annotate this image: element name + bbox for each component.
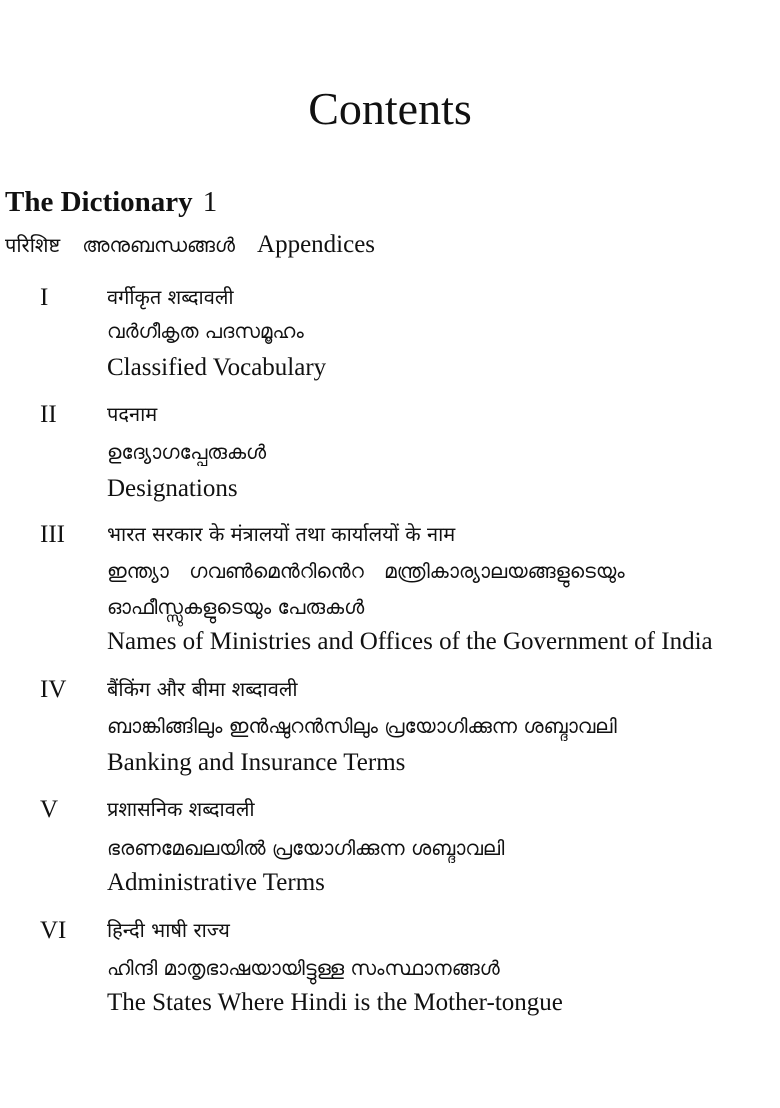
entry-hindi: प्रशासनिक शब्दावली: [107, 797, 255, 821]
entry-english[interactable]: Classified Vocabulary: [107, 354, 327, 381]
entry-numeral: II: [40, 401, 57, 428]
entry-malayalam: ഇന്ത്യാ ഗവൺമെൻറിൻെറ മന്ത്രികാര്യാലയങ്ങളുടെയും: [107, 559, 625, 583]
entry-malayalam: വർഗീകൃത പദസമൂഹം: [107, 319, 304, 343]
entry-malayalam: ഓഫീസ്സുകളുടെയും പേരുകൾ: [107, 595, 365, 619]
entry-malayalam: ബാങ്കിങ്ങിലും ഇൻഷുറൻസിലും പ്രയോഗിക്കുന്ന ശബ്ദാവലി: [107, 714, 617, 738]
entry-numeral: I: [40, 284, 49, 311]
entry-numeral: IV: [40, 676, 67, 703]
appendices-english: Appendices: [257, 231, 376, 258]
entry-hindi: पदनाम: [107, 402, 158, 426]
entry-english[interactable]: Names of Ministries and Offices of the Government of India: [107, 628, 713, 655]
page-title: Contents: [308, 83, 472, 134]
appendices-hindi: परिशिष्ट: [5, 233, 61, 257]
entry-numeral: V: [40, 796, 59, 823]
entry-english[interactable]: Banking and Insurance Terms: [107, 749, 406, 776]
entry-malayalam: ഹിന്ദി മാതൃഭാഷയായിട്ടുള്ള സംസ്ഥാനങ്ങൾ: [107, 956, 500, 980]
entry-malayalam: ഭരണമേഖലയിൽ പ്രയോഗിക്കുന്ന ശബ്ദാവലി: [107, 836, 505, 860]
entry-english[interactable]: The States Where Hindi is the Mother-tongue: [107, 989, 563, 1016]
dictionary-page-number: 1: [202, 186, 218, 218]
entry-numeral: VI: [40, 917, 67, 944]
entry-english[interactable]: Administrative Terms: [107, 869, 325, 896]
entry-hindi: वर्गीकृत शब्दावली: [107, 285, 234, 309]
entry-hindi: बैंकिंग और बीमा शब्दावली: [107, 677, 298, 701]
entry-english[interactable]: Designations: [107, 475, 238, 502]
appendices-heading: [5, 232, 397, 257]
dictionary-entry[interactable]: [5, 188, 217, 217]
dictionary-label: The Dictionary: [5, 186, 193, 218]
entry-hindi: भारत सरकार के मंत्रालयों तथा कार्यालयों के नाम: [107, 522, 456, 546]
entry-numeral: III: [40, 521, 65, 548]
appendices-malayalam: അനുബന്ധങ്ങൾ: [82, 233, 236, 257]
entry-hindi: हिन्दी भाषी राज्य: [107, 918, 230, 942]
entry-malayalam: ഉദ്യോഗപ്പേരുകൾ: [107, 440, 267, 464]
